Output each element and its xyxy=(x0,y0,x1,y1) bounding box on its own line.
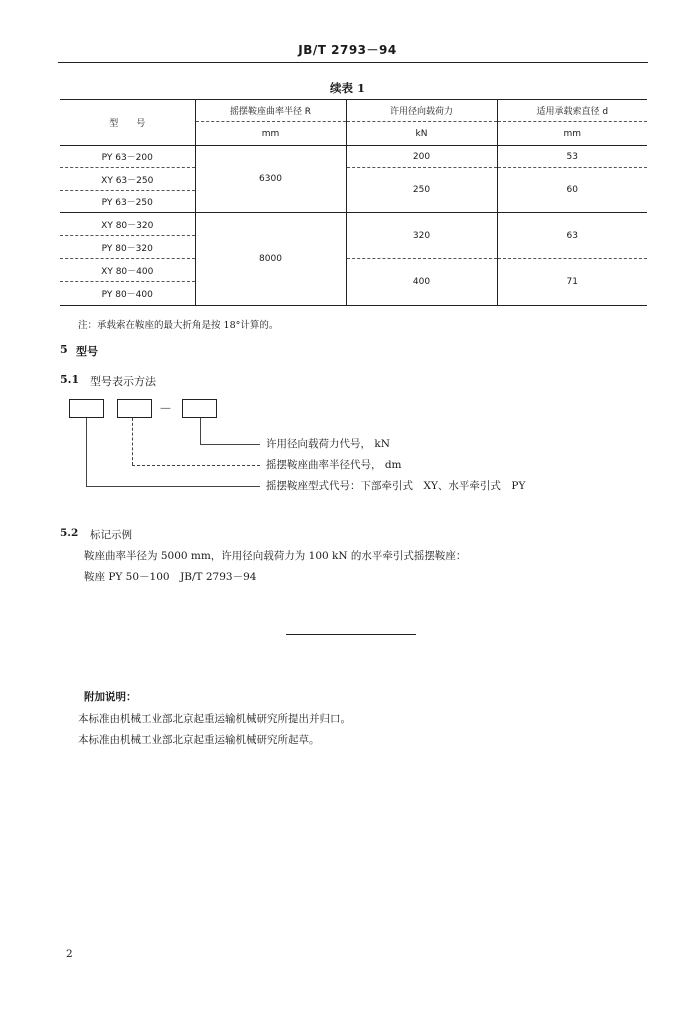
subsection-number: 5.1 xyxy=(60,373,80,386)
load-value: 320 xyxy=(346,213,497,259)
diameter-value: 53 xyxy=(497,146,647,168)
appendix-line: 本标准由机械工业部北京起重运输机械研究所起草。 xyxy=(78,734,320,746)
example-description: 鞍座曲率半径为 5000 mm，许用径向载荷力为 100 kN 的水平牵引式摇摆鞍座： xyxy=(84,550,467,562)
appendix-title: 附加说明： xyxy=(84,691,137,703)
load-value: 200 xyxy=(346,146,497,168)
table-caption: 续表 1 xyxy=(329,81,365,95)
radius-leader-vertical xyxy=(132,418,133,465)
table-row-model: XY 80－320 xyxy=(101,220,154,231)
header-radius: 摇摆鞍座曲率半径 R xyxy=(195,100,346,122)
example-marking: 鞍座 PY 50－100 JB/T 2793－94 xyxy=(84,571,257,583)
table-row-model: PY 63－250 xyxy=(60,191,195,213)
type-leader-horizontal xyxy=(86,486,260,487)
load-leader-vertical xyxy=(200,418,201,444)
header-rule xyxy=(58,62,648,63)
section-title: 型号 xyxy=(76,345,98,358)
table-row-model: XY 80－400 xyxy=(60,259,195,282)
table-row-model: PY 80－400 xyxy=(60,282,195,306)
diameter-value: 63 xyxy=(497,213,647,259)
subsection-title: 型号表示方法 xyxy=(90,375,156,388)
header-model: 型 号 xyxy=(60,100,195,146)
unit-diameter: mm xyxy=(497,122,647,146)
type-code-label: 摇摆鞍座型式代号：下部牵引式 XY、水平牵引式 PY xyxy=(266,480,526,492)
unit-load: kN xyxy=(346,122,497,146)
diameter-value: 71 xyxy=(497,259,647,306)
radius-code-label: 摇摆鞍座曲率半径代号， dm xyxy=(266,459,402,471)
radius-leader-horizontal xyxy=(132,465,260,466)
load-value: 400 xyxy=(346,259,497,306)
type-code-box xyxy=(69,399,104,418)
section-number: 5 xyxy=(60,343,68,356)
table-row-model: XY 63－250 xyxy=(60,168,195,191)
radius-value: 6300 xyxy=(195,146,346,213)
subsection-title: 标记示例 xyxy=(90,529,132,541)
unit-radius: mm xyxy=(195,122,346,146)
page-number: 2 xyxy=(66,948,73,960)
header-diameter: 适用承载索直径 d xyxy=(497,100,647,122)
end-rule xyxy=(286,634,416,635)
radius-code-box xyxy=(117,399,152,418)
subsection-number: 5.2 xyxy=(60,527,79,539)
load-code-label: 许用径向载荷力代号， kN xyxy=(266,438,390,450)
table-row-model: PY 63－200 xyxy=(101,153,153,163)
load-code-box xyxy=(182,399,217,418)
specification-table xyxy=(60,99,647,306)
load-value: 250 xyxy=(346,168,497,213)
type-leader-vertical xyxy=(86,418,87,486)
header-load: 许用径向载荷力 xyxy=(346,100,497,122)
table-row-model: PY 80－320 xyxy=(60,236,195,259)
table-note: 注：承载索在鞍座的最大折角是按 18°计算的。 xyxy=(78,320,279,331)
diameter-value: 60 xyxy=(497,168,647,213)
dash-separator: － xyxy=(159,402,173,417)
load-leader-horizontal xyxy=(200,444,260,445)
appendix-line: 本标准由机械工业部北京起重运输机械研究所提出并归口。 xyxy=(78,713,351,725)
standard-code-header: JB/T 2793－94 xyxy=(298,43,397,57)
radius-value: 8000 xyxy=(195,213,346,306)
